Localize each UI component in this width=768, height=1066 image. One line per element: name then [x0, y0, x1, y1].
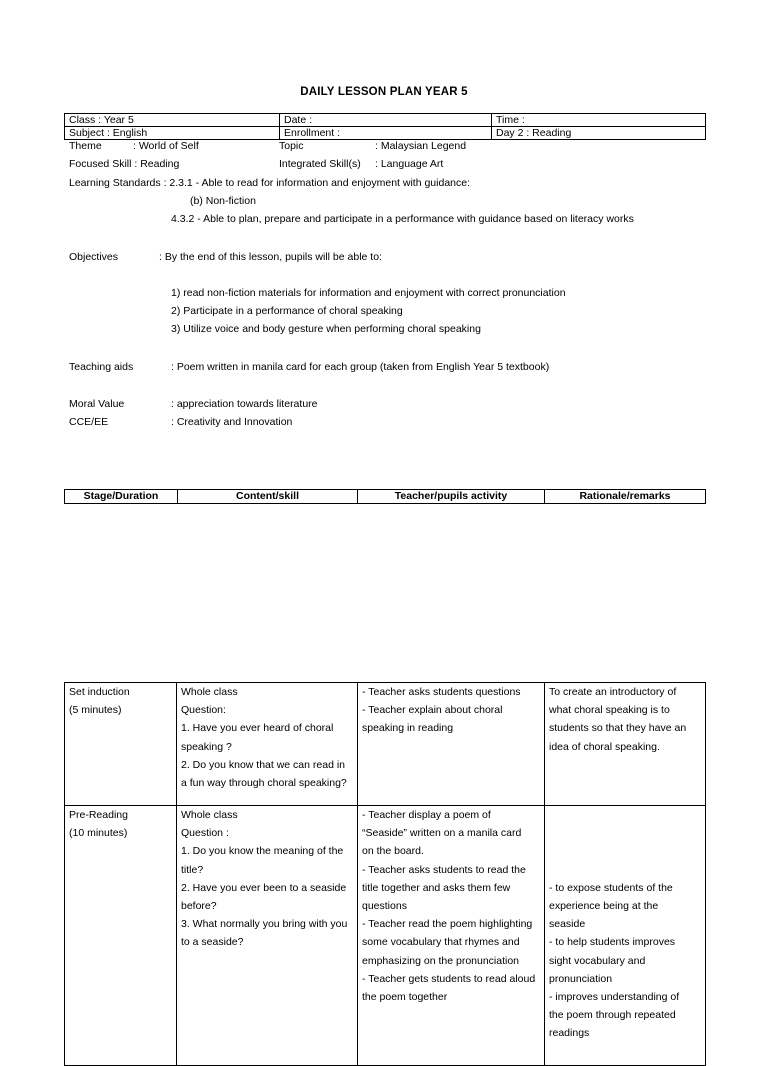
integrated-label: Integrated Skill(s): [279, 158, 361, 170]
learning-standards-1: Learning Standards : 2.3.1 - Able to read for information and enjoyment with guidance:: [69, 177, 470, 189]
activity-line: title together and asks them few: [362, 881, 511, 894]
header-activity: Teacher/pupils activity: [358, 490, 545, 504]
content-line: Whole class: [181, 686, 238, 698]
day-cell: Day 2 : Reading: [492, 127, 706, 140]
subject-cell: Subject : English: [65, 127, 280, 140]
rationale-line: pronunciation: [549, 972, 613, 985]
rationale-line: readings: [549, 1027, 590, 1040]
stage-line: (10 minutes): [69, 827, 128, 840]
activity-line: - Teacher display a poem of: [362, 809, 491, 821]
rationale-line: [549, 861, 701, 879]
stage-line: Pre-Reading: [69, 809, 128, 821]
learning-standards-3: 4.3.2 - Able to plan, prepare and participate in a performance with guidance based on literacy works: [171, 213, 634, 225]
objective-2: 2) Participate in a performance of choral speaking: [171, 305, 403, 317]
content-line: Question :: [181, 827, 229, 840]
info-row: [65, 127, 706, 140]
aids-value: : Poem written in manila card for each group (taken from English Year 5 textbook): [171, 361, 550, 373]
content-line: Question:: [181, 704, 226, 717]
cce-value: : Creativity and Innovation: [171, 416, 293, 428]
objectives-label: Objectives: [69, 251, 119, 263]
activity-line: some vocabulary that rhymes and: [362, 936, 520, 949]
rationale-line: what choral speaking is to: [549, 704, 670, 717]
content-line: before?: [181, 900, 217, 913]
moral-label: Moral Value: [69, 398, 125, 410]
topic-value: : Malaysian Legend: [375, 140, 467, 152]
content-line: 1. Have you ever heard of choral: [181, 722, 334, 735]
activity-cell: [358, 806, 545, 1066]
stage-cell: [65, 683, 177, 806]
header-stage: Stage/Duration: [65, 490, 178, 504]
content-line: to a seaside?: [181, 936, 244, 949]
moral-value: : appreciation towards literature: [171, 398, 318, 410]
rationale-line: students so that they have an: [549, 722, 687, 735]
date-cell: Date :: [280, 114, 492, 127]
rationale-line: sight vocabulary and: [549, 954, 646, 967]
content-line: 1. Do you know the meaning of the: [181, 845, 344, 858]
enrollment-cell: Enrollment :: [280, 127, 492, 140]
rationale-line: - to expose students of the: [549, 881, 673, 894]
content-cell: [177, 683, 358, 806]
topic-label: Topic: [279, 140, 304, 152]
time-cell: Time :: [492, 114, 706, 127]
rationale-cell: [545, 683, 706, 806]
focused-skill: Focused Skill : Reading: [69, 158, 180, 170]
info-row: [65, 114, 706, 127]
activity-line: - Teacher gets students to read aloud: [362, 972, 536, 985]
stage-header-row: [65, 490, 706, 504]
stage-line: (5 minutes): [69, 704, 122, 717]
info-table: [64, 113, 706, 140]
activity-line: the poem together: [362, 991, 448, 1004]
content-line: title?: [181, 863, 204, 876]
cce-label: CCE/EE: [69, 416, 109, 428]
rationale-line: - improves understanding of: [549, 991, 680, 1004]
header-rationale: Rationale/remarks: [545, 490, 706, 504]
stage-line: Set induction: [69, 686, 130, 698]
learning-standards-2: (b) Non-fiction: [190, 195, 256, 207]
stage-header-table: [64, 489, 706, 504]
class-cell: Class : Year 5: [65, 114, 280, 127]
content-line: a fun way through choral speaking?: [181, 777, 347, 790]
activity-line: - Teacher asks students questions: [362, 686, 521, 698]
rationale-line: seaside: [549, 918, 586, 931]
activity-cell: [358, 683, 545, 806]
rationale-cell: [545, 806, 706, 1066]
table-row: [65, 806, 706, 1066]
objective-3: 3) Utilize voice and body gesture when performing choral speaking: [171, 323, 481, 335]
activity-line: questions: [362, 900, 407, 913]
integrated-value: : Language Art: [375, 158, 444, 170]
rationale-line: To create an introductory of: [549, 686, 677, 698]
stage-cell: [65, 806, 177, 1066]
rationale-line: [549, 806, 701, 824]
content-cell: [177, 806, 358, 1066]
activity-line: speaking in reading: [362, 722, 454, 735]
objective-1: 1) read non-fiction materials for information and enjoyment with correct pronunciation: [171, 287, 566, 299]
content-line: 2. Have you ever been to a seaside: [181, 881, 347, 894]
objectives-intro: : By the end of this lesson, pupils will be able to:: [159, 251, 382, 263]
table-row: [65, 683, 706, 806]
theme-label: Theme: [69, 140, 102, 152]
activity-line: on the board.: [362, 845, 424, 858]
theme-value: : World of Self: [133, 140, 199, 152]
rationale-line: idea of choral speaking.: [549, 740, 660, 753]
page-title: DAILY LESSON PLAN YEAR 5: [300, 86, 468, 98]
content-line: 3. What normally you bring with you: [181, 918, 348, 931]
activity-line: “Seaside” written on a manila card: [362, 827, 522, 840]
rationale-line: experience being at the: [549, 900, 659, 913]
activity-line: - Teacher explain about choral: [362, 704, 503, 717]
activity-line: emphasizing on the pronunciation: [362, 954, 520, 967]
rationale-line: [549, 824, 701, 842]
rationale-line: - to help students improves: [549, 936, 676, 949]
rationale-line: the poem through repeated: [549, 1009, 676, 1022]
aids-label: Teaching aids: [69, 361, 134, 373]
activity-line: - Teacher asks students to read the: [362, 863, 526, 876]
rationale-line: [549, 842, 701, 860]
content-line: 2. Do you know that we can read in: [181, 758, 346, 771]
lesson-table: [64, 682, 706, 1066]
activity-line: - Teacher read the poem highlighting: [362, 918, 533, 931]
header-content: Content/skill: [178, 490, 358, 504]
content-line: speaking ?: [181, 740, 232, 753]
content-line: Whole class: [181, 809, 238, 821]
